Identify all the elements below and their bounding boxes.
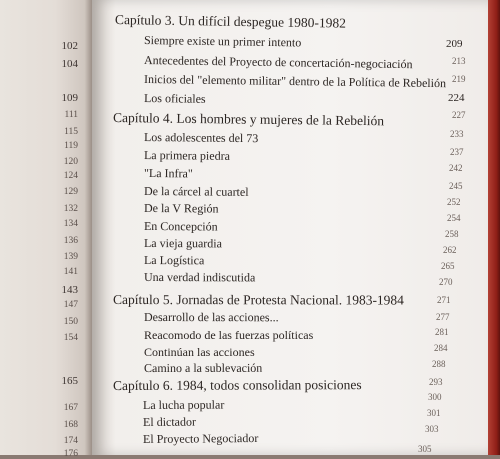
toc-page-number: 245 <box>449 181 463 191</box>
left-page-number: 119 <box>64 141 78 151</box>
toc-page-number: 213 <box>452 56 466 66</box>
toc-page-number: 271 <box>437 295 451 305</box>
toc-entry: Los oficiales <box>143 91 206 106</box>
toc-entry: Reacomodo de las fuerzas políticas <box>144 328 314 342</box>
left-page-number: 136 <box>63 236 78 246</box>
toc-entry: La Logística <box>143 253 205 268</box>
toc-entry: En Concepción <box>143 219 218 234</box>
left-page-number: 102 <box>61 40 78 52</box>
left-page-number: 147 <box>63 300 78 310</box>
toc-entry: Siempre existe un primer intento <box>143 33 302 50</box>
left-page-number: 143 <box>61 284 78 296</box>
toc-entry: El dictador <box>142 414 197 429</box>
left-page-number: 165 <box>61 375 78 387</box>
left-page-number: 111 <box>64 110 78 120</box>
left-page-number: 176 <box>63 449 78 459</box>
toc-page-number: 209 <box>446 38 463 50</box>
left-page-number: 104 <box>61 58 78 70</box>
left-page-number: 129 <box>63 187 78 197</box>
toc-page-number: 254 <box>447 213 461 223</box>
toc-page-number: 305 <box>418 444 432 454</box>
left-page-number: 132 <box>63 204 78 214</box>
toc-entry: Inicios del "elemento militar" dentro de la Política de Rebelión <box>143 72 447 91</box>
book-cover-edge <box>488 0 500 455</box>
toc-page-number: 227 <box>452 110 466 120</box>
toc-entry: Los adolescentes del 73 <box>143 130 259 146</box>
toc-page-number: 242 <box>449 163 463 173</box>
toc-entry: La primera piedra <box>143 148 231 163</box>
toc-entry: Desarrollo de las acciones... <box>143 310 279 325</box>
toc-entry: El Proyecto Negociador <box>142 430 259 446</box>
left-page-number: 167 <box>63 403 78 413</box>
toc-entry: De la V Región <box>143 201 219 216</box>
toc-page-number: 270 <box>439 277 453 287</box>
left-page-number: 120 <box>63 157 78 167</box>
toc-page-number: 219 <box>452 74 466 84</box>
toc-entry: Continúan las acciones <box>144 345 255 359</box>
toc-page-number: 281 <box>435 327 449 337</box>
toc-page-number: 233 <box>450 129 464 139</box>
toc-entry: Una verdad indiscutida <box>143 270 256 285</box>
left-page-number: 174 <box>63 436 78 446</box>
toc-page-number: 262 <box>443 245 457 255</box>
toc-page-number: 284 <box>434 343 448 353</box>
toc-entry: Camino a la sublevación <box>143 360 263 375</box>
toc-entry: "La Infra" <box>143 166 193 181</box>
toc-page-number: 288 <box>432 359 446 369</box>
left-page-number: 154 <box>63 333 78 343</box>
left-page-number: 124 <box>63 171 78 181</box>
toc-page-number: 277 <box>436 312 450 322</box>
toc-entry: Antecedentes del Proyecto de concertación-negociación <box>143 53 413 72</box>
toc-page-number: 293 <box>429 377 443 387</box>
left-page-number: 115 <box>64 127 78 137</box>
toc-page-number: 301 <box>427 408 441 418</box>
toc-page-number: 252 <box>447 197 461 207</box>
toc-chapter: Capítulo 6. 1984, todos consolidan posiciones <box>112 377 362 393</box>
toc-page-number: 258 <box>445 229 459 239</box>
toc-entry: La lucha popular <box>142 397 225 412</box>
toc-chapter: Capítulo 3. Un difícil despegue 1980-1982 <box>114 12 347 31</box>
toc-page-number: 300 <box>428 392 442 402</box>
left-page-number: 168 <box>63 420 78 430</box>
left-page <box>0 0 92 459</box>
left-page-number: 141 <box>63 267 78 277</box>
toc-page-number: 224 <box>448 92 465 104</box>
toc-entry: La vieja guardia <box>143 236 223 251</box>
toc-page-number: 237 <box>450 147 464 157</box>
left-page-number: 139 <box>63 252 78 262</box>
toc-chapter: Capítulo 5. Jornadas de Protesta Nacional. 1983-1984 <box>112 292 404 308</box>
toc-chapter: Capítulo 4. Los hombres y mujeres de la Rebelión <box>112 110 385 129</box>
left-page-number: 134 <box>63 219 78 229</box>
left-page-number: 109 <box>61 92 78 104</box>
toc-entry: De la cárcel al cuartel <box>143 184 249 199</box>
left-page-number: 150 <box>63 317 78 327</box>
toc-page-number: 303 <box>425 424 439 434</box>
toc-page-number: 265 <box>441 261 455 271</box>
